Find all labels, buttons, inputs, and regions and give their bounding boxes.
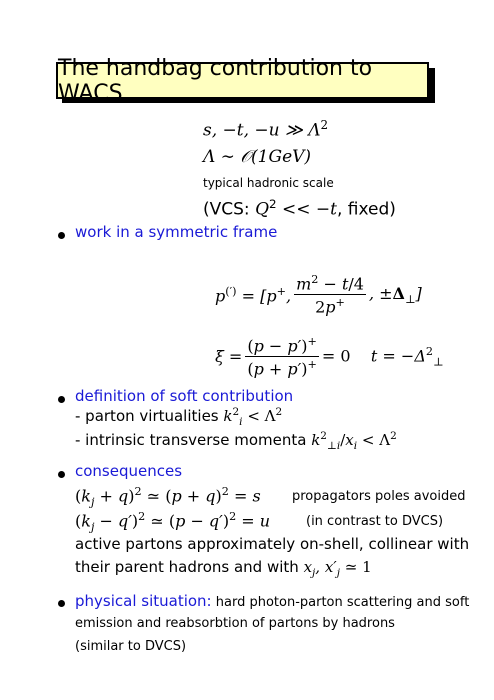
onshell-line1-text: active partons approximately on-shell, collinear with <box>75 535 470 553</box>
condition-lambda <box>203 147 311 167</box>
slide-title <box>56 55 429 106</box>
vcs-suffix: , fixed) <box>336 199 396 220</box>
consequences-heading-text: consequences <box>75 462 183 480</box>
condition-scale <box>203 118 328 141</box>
contrast-note-text: (in contrast to DVCS) <box>306 514 444 529</box>
hadronic-scale-text: typical hadronic scale <box>203 176 334 190</box>
slide-title-text: The handbag contribution to WACS <box>58 55 373 106</box>
vcs-prefix: (VCS: <box>203 199 256 220</box>
bullet-consequences <box>58 471 65 478</box>
physical-line2-text: emission and reabsorbtion of partons by hadrons <box>75 616 395 631</box>
physical-line3 <box>75 639 186 654</box>
physical-line2 <box>75 616 395 631</box>
bullet-frame <box>58 232 65 239</box>
onshell-line1 <box>75 535 469 553</box>
soft-heading <box>75 387 293 405</box>
consequences-heading <box>75 462 182 480</box>
physical-line1 <box>75 591 469 610</box>
vcs-q-sup: 2 <box>269 197 277 211</box>
vcs-ineq: << −t <box>276 199 337 220</box>
vcs-condition <box>203 197 396 220</box>
physical-heading-text: physical situation: <box>75 592 212 610</box>
propagator-s: $(k_j + q)^2$ ≃ $(p + q)^2 = s$ <box>75 485 261 509</box>
soft-heading-text: definition of soft contribution <box>75 387 294 405</box>
frame-heading-text: work in a symmetric frame <box>75 223 278 241</box>
poles-note-text: propagators poles avoided <box>292 489 466 504</box>
physical-rest-text: hard photon-parton scattering and soft <box>211 595 470 610</box>
vcs-q: Q <box>255 199 269 220</box>
condition-lambda-text: Λ ∼ 𝒪(1GeV) <box>203 147 312 167</box>
momentum-formula: p(′) = [p+, $\frac{m^2 - t/4}{2p^+}$ , $\pm\Delta_\perp$] <box>215 273 422 317</box>
onshell-line2-text: their parent hadrons and with <box>75 558 304 576</box>
soft-item-virtuality: - parton virtualities $k^2_i < \Lambda^2$ <box>75 406 283 428</box>
condition-scale-text: s, −t, −u ≫ Λ <box>203 120 321 141</box>
bullet-soft <box>58 396 65 403</box>
soft-item-virtuality-text: - parton virtualities <box>75 407 224 425</box>
soft-item-transverse: - intrinsic transverse momenta $k^2_{\perp i}/x_i < \Lambda^2$ <box>75 430 397 452</box>
frame-heading <box>75 223 277 241</box>
skewness-formula: ξ = $\frac{(p - p')^+}{(p + p')^+}$ = 0 $t = -\Delta^2_\perp$ <box>215 335 444 379</box>
momentum-fraction: $\frac{m^2 - t/4}{2p^+}$ <box>296 273 364 317</box>
poles-note <box>292 489 465 504</box>
condition-scale-sup: 2 <box>320 118 329 132</box>
onshell-line2: their parent hadrons and with $x_j$, $x'_j$ ≃ 1 <box>75 558 372 579</box>
propagator-u: $(k_j - q')^2$ ≃ $(p - q')^2 = u$ <box>75 510 271 534</box>
soft-item-transverse-text: - intrinsic transverse momenta <box>75 431 312 449</box>
bullet-physical <box>58 600 65 607</box>
physical-line3-text: (similar to DVCS) <box>75 639 187 654</box>
hadronic-scale-note <box>203 176 334 190</box>
skewness-fraction: $\frac{(p - p')^+}{(p + p')^+}$ <box>247 335 317 379</box>
contrast-note <box>306 514 443 529</box>
